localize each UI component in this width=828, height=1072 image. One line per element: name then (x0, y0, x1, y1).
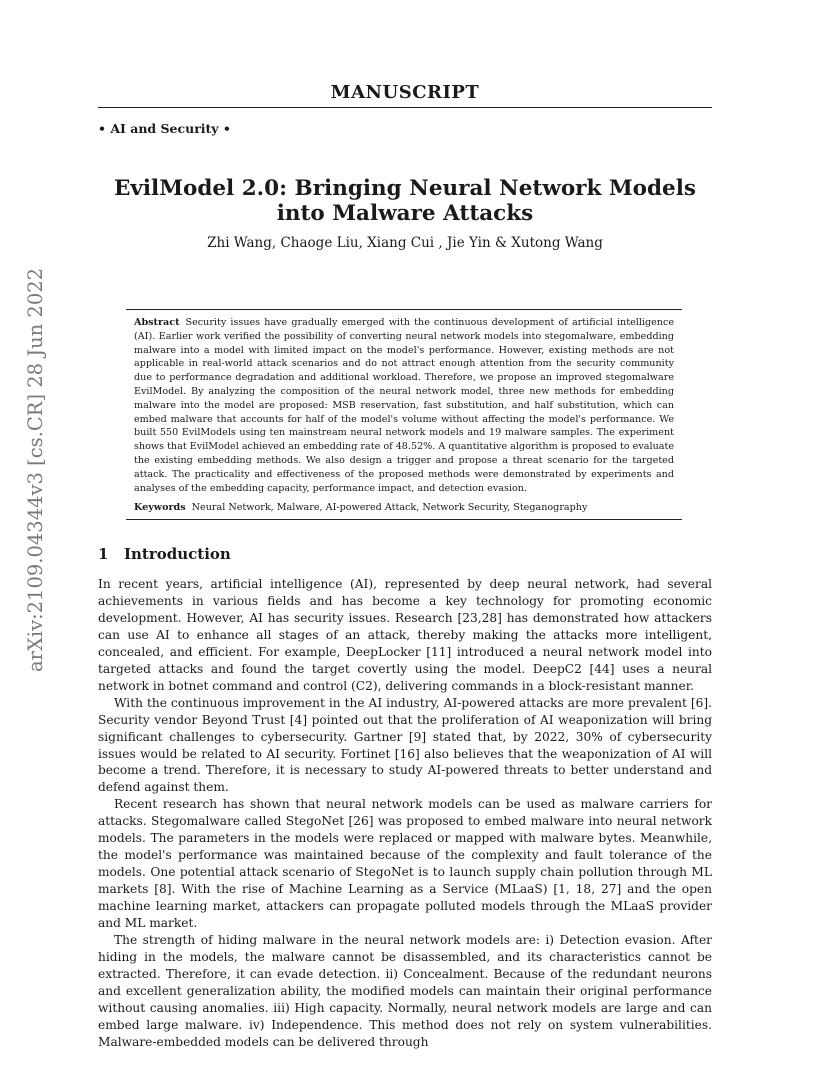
keywords-text: Neural Network, Malware, AI-powered Attack, Network Security, Steganography (191, 502, 588, 513)
section-title: Introduction (124, 545, 231, 563)
abstract-rule-top (126, 309, 682, 310)
body-paragraph: With the continuous improvement in the AI industry, AI-powered attacks are more prevalent [6]. Security vendor Beyond Trust [4] pointed out that the proliferation of AI weaponization will bring significant challenges to cybersecurity. Gartner [9] stated that, by 2022, 30% of cybersecurity issues would be related to AI security. Fortinet [16] also believes that the weaponization of AI will become a trend. Therefore, it is necessary to study AI-powered threats to better understand and defend against them. (98, 695, 712, 795)
arxiv-identifier: arXiv:2109.04344v3 [cs.CR] 28 Jun 2022 (24, 267, 47, 672)
section-tag: • AI and Security • (98, 121, 231, 136)
running-header: MANUSCRIPT (330, 82, 480, 103)
section-number: 1 (98, 545, 109, 563)
abstract-rule-bottom (126, 519, 682, 520)
section-heading (98, 545, 231, 563)
abstract-block (134, 316, 674, 495)
abstract-text: Security issues have gradually emerged with the continuous development of artificial intelligence (AI). Earlier work verified the possibility of converting neural network models into stegomalware, embedding malware into a model with limited impact on the model's performance. However, existing methods are not applicable in real-world attack scenarios and do not attract enough attention from the security community due to performance degradation and additional workload. Therefore, we propose an improved stegomalware EvilModel. By analyzing the composition of the neural network model, three new methods for embedding malware into the model are proposed: MSB reservation, fast substitution, and half substitution, which can embed malware that accounts for half of the model's volume without affecting the model's performance. We built 550 EvilModels using ten mainstream neural network models and 19 malware samples. The experiment shows that EvilModel achieved an embedding rate of 48.52%. A quantitative algorithm is proposed to evaluate the existing embedding methods. We also design a trigger and propose a threat scenario for the targeted attack. The practicality and effectiveness of the proposed methods were demonstrated by experiments and analyses of the embedding capacity, performance impact, and detection evasion. (134, 317, 674, 494)
body-paragraph: The strength of hiding malware in the neural network models are: i) Detection evasion. After hiding in the models, the malware cannot be disassembled, and its characteristics cannot be extracted. Therefore, it can evade detection. ii) Concealment. Because of the redundant neurons and excellent generalization ability, the modified models can maintain their original performance without causing anomalies. iii) High capacity. Normally, neural network models are large and can embed large malware. iv) Independence. This method does not rely on system vulnerabilities. Malware-embedded models can be delivered through (98, 933, 712, 1049)
keywords-block (134, 501, 674, 515)
body-paragraph: Recent research has shown that neural network models can be used as malware carriers for attacks. Stegomalware called StegoNet [26] was proposed to embed malware into neural network models. The parameters in the models were replaced or mapped with malware bytes. Meanwhile, the model's performance was maintained because of the complexity and fault tolerance of the models. One potential attack scenario of StegoNet is to launch supply chain pollution through ML markets [8]. With the rise of Machine Learning as a Service (MLaaS) [1, 18, 27] and the open machine learning market, attackers can propagate polluted models through the MLaaS provider and ML market. (98, 797, 712, 931)
header-rule (98, 107, 712, 108)
keywords-label: Keywords (134, 502, 186, 513)
abstract-label: Abstract (134, 317, 180, 328)
paper-title: EvilModel 2.0: Bringing Neural Network Models into Malware Attacks (113, 176, 696, 226)
author-list: Zhi Wang, Chaoge Liu, Xiang Cui , Jie Yin & Xutong Wang (207, 235, 603, 251)
section-body (98, 576, 712, 1051)
body-paragraph: In recent years, artificial intelligence (AI), represented by deep neural network, had several achievements in various fields and has become a key technology for promoting economic development. However, AI has security issues. Research [23,28] has demonstrated how attackers can use AI to enhance all stages of an attack, thereby making the attacks more intelligent, concealed, and efficient. For example, DeepLocker [11] introduced a neural network model into targeted attacks and found the target covertly using the model. DeepC2 [44] uses a neural network in botnet command and control (C2), delivering commands in a block-resistant manner. (98, 577, 712, 693)
